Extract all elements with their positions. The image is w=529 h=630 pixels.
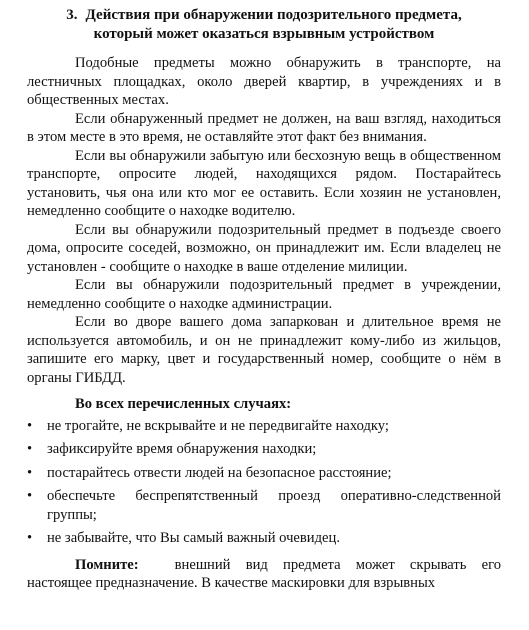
list-item-text: постарайтесь отвести людей на безопасное расстояние; — [47, 464, 392, 481]
bullet-icon: • — [27, 530, 33, 546]
section-title-text-1: Действия при обнаружении подозрительного предмета, — [85, 7, 462, 23]
paragraph-institution: Если вы обнаружили подозрительный предмет в учреждении, немедленно сообщите о находке администрации. — [27, 277, 501, 312]
list-item — [27, 487, 501, 524]
remember-note — [27, 556, 501, 593]
bullet-icon: • — [27, 441, 33, 457]
section-title-line-1 — [27, 6, 501, 25]
note-text: внешний вид предмета может скрывать его настоящее предназначение. В качестве маскировки для взрывных — [27, 556, 501, 591]
paragraph-out-of-place: Если обнаруженный предмет не должен, на ваш взгляд, находиться в этом месте в это время, не оставляйте этот факт без внимания. — [27, 110, 501, 145]
paragraph-parked-car: Если во дворе вашего дома запаркован и длительное время не используется автомобиль, и он не принадлежит кому-либо из жильцов, запишите его марку, цвет и государственный номер, сообщите о нём в органы ГИБДД. — [27, 314, 501, 386]
bullet-icon: • — [27, 488, 33, 504]
paragraph-public-transport: Если вы обнаружили забытую или бесхозную вещь в общественном транспорте, опросите людей, находящихся рядом. Постарайтесь установить, чья она или кто мог ее оставить. Если хозяин не установлен, немедленно сообщите о находке водителю. — [27, 147, 501, 219]
summary-heading: Во всех перечисленных случаях: — [75, 396, 292, 412]
section-title-line-2: который может оказаться взрывным устройством — [93, 26, 435, 42]
bullet-icon: • — [27, 464, 33, 481]
list-item-text: не забывайте, что Вы самый важный очевидец. — [47, 530, 340, 546]
list-item — [27, 464, 501, 483]
bullet-icon: • — [27, 417, 33, 434]
list-item — [27, 417, 501, 436]
section-title — [27, 6, 501, 44]
paragraph-entrance: Если вы обнаружили подозрительный предмет в подъезде своего дома, опросите соседей, возможно, он принадлежит им. Если владелец не установлен - сообщите о находке в ваше отделение милиции. — [27, 221, 501, 275]
section-number: 3. — [66, 7, 78, 23]
list-item-text: не трогайте, не вскрывайте и не передвигайте находку; — [47, 417, 389, 434]
note-label: Помните: — [75, 556, 139, 573]
list-item — [27, 440, 501, 459]
list-item-text: зафиксируйте время обнаружения находки; — [47, 441, 317, 457]
paragraph-where-found: Подобные предметы можно обнаружить в транспорте, на лестничных площадках, около дверей квартир, в учреждениях и в общественных местах. — [27, 55, 501, 108]
instructions-list — [27, 417, 501, 548]
list-item — [27, 529, 501, 548]
list-item-text: обеспечьте беспрепятственный проезд оперативно-следственной группы; — [47, 488, 501, 523]
